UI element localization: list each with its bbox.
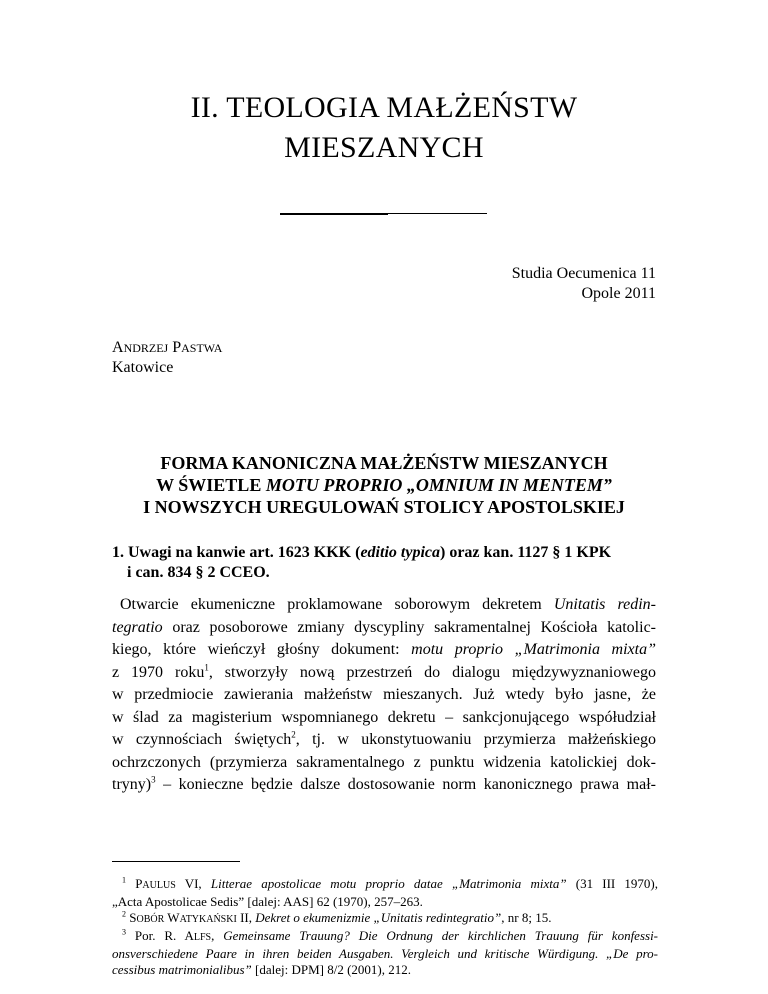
footnote-1-line-2: „Acta Apostolicae Sedis” [dalej: AAS] 62 (1970), 257–263.: [112, 894, 423, 909]
footnote-2-author-suffix: II,: [236, 910, 256, 925]
footnote-3-line-2: [112, 946, 658, 962]
body-line-2-text: oraz posoborowe zmiany dyscypliny sakramentalnej Kościoła katolic-: [162, 618, 656, 636]
footnote-1-tail: (31 III 1970),: [566, 876, 659, 891]
section-heading: [112, 543, 672, 583]
body-line-9-text-b: – konieczne będzie dalsze dostosowanie norm kanonicznego prawa mał-: [155, 776, 656, 793]
title-divider-thick-segment: [280, 213, 388, 215]
footnote-ref-3: 3: [151, 774, 156, 785]
footnote-1-title: Litterae apostolicae motu proprio datae „Matrimonia mixta”: [210, 876, 567, 891]
footnote-3-author-rest: LFS: [193, 932, 212, 943]
article-title-line-3: I NOWSZYCH UREGULOWAŃ STOLICY APOSTOLSKIEJ: [143, 497, 625, 517]
footnote-2-author-rest: OBÓR: [136, 914, 165, 925]
footnote-2-author-rest-2: ATYKAŃSKI: [179, 914, 237, 925]
footnote-3-title-1: Gemeinsame Trauung? Die Ordnung der kirchlichen Trauung für konfessi-: [223, 928, 659, 943]
body-line-3-italic: motu proprio „Matrimonia mixta”: [411, 641, 656, 658]
part-title-line-1: II. TEOLOGIA MAŁŻEŃSTW: [190, 91, 578, 124]
journal-info: [512, 264, 656, 304]
footnote-3-prefix: Por. R.: [134, 928, 185, 943]
footnote-3-line-3: [112, 962, 658, 978]
body-line-3: [112, 639, 656, 662]
body-line-1-italic: Unitatis redin-: [553, 596, 657, 613]
article-title-line-2-plain: W ŚWIETLE: [156, 475, 266, 495]
author-block: [112, 338, 222, 378]
body-line-9-text-a: tryny): [112, 776, 152, 793]
footnote-divider: [112, 861, 240, 862]
body-line-8: ochrzczonych (przymierza sakramentalnego z punktu widzenia katolickiej dok-: [112, 753, 656, 771]
footnote-ref-1: 1: [204, 662, 209, 673]
body-line-9: [112, 774, 656, 797]
section-heading-line-1: [112, 544, 611, 561]
body-paragraph: [112, 594, 656, 797]
footnote-1-line-1: [112, 876, 658, 894]
article-title-line-2: [0, 474, 768, 496]
footnote-2-author-initial-2: W: [164, 910, 180, 925]
body-line-4-text-a: z 1970 roku: [112, 663, 205, 681]
footnote-3-line-1: [112, 928, 658, 946]
author-name: [112, 338, 222, 358]
footnote-3-author-suffix: ,: [211, 928, 224, 943]
footnote-3-number: 3: [122, 927, 126, 937]
footnote-3-title-2: onsverschiedene Paare in ihren beiden Ausgaben. Vergleich und kritische Würdigung. „De pro-: [112, 946, 658, 961]
footnote-1-number: 1: [122, 875, 126, 885]
body-line-7-text-a: w czynnościach świętych: [112, 731, 292, 748]
author-first-rest: NDRZEJ: [123, 341, 169, 355]
body-line-2: [112, 617, 656, 640]
journal-name: Studia Oecumenica 11: [511, 265, 656, 282]
footnote-2: [112, 910, 658, 928]
footnote-2-title: Dekret o ekumenizmie „Unitatis redintegratio”: [255, 910, 502, 925]
article-title-line-2-italic: MOTU PROPRIO „OMNIUM IN MENTEM”: [265, 475, 612, 495]
body-line-6: w ślad za magisterium wspomnianego dekretu – sankcjonującego współudział: [112, 708, 656, 726]
author-city: Katowice: [112, 359, 174, 376]
body-line-1-text: Otwarcie ekumeniczne proklamowane soborowym dekretem: [120, 596, 554, 613]
part-title-line-2: MIESZANYCH: [284, 131, 484, 164]
section-heading-italic: editio typica: [360, 544, 440, 561]
body-line-3-text: kiego, które wieńczył głośny dokument:: [112, 641, 412, 658]
title-divider: [280, 213, 487, 214]
author-last-rest: ASTWA: [181, 341, 223, 355]
footnote-3-tail: [dalej: DPM] 8/2 (2001), 212.: [251, 962, 411, 977]
author-first-initial: A: [112, 339, 124, 356]
footnotes: [112, 876, 658, 978]
body-line-7: [112, 729, 656, 752]
footnote-1-author-suffix: VI,: [175, 876, 211, 891]
section-heading-line-2: i can. 834 § 2 CCEO.: [127, 564, 270, 581]
footnote-2-author-initial: S: [129, 910, 137, 925]
journal-place-year: Opole 2011: [581, 285, 656, 302]
body-line-7-text-b: , tj. w ukonstytuowaniu przymierza małżeńskiego: [295, 731, 656, 748]
footnote-1-author-rest: AULUS: [142, 880, 176, 891]
footnote-3-title-3: cessibus matrimonialibus”: [112, 962, 252, 977]
footnote-2-tail: , nr 8; 15.: [501, 910, 552, 925]
body-line-5: w przedmiocie zawierania małżeństw mieszanych. Już wtedy było jasne, że: [112, 686, 656, 703]
footnote-3-author-initial: A: [184, 928, 194, 943]
body-line-4-text-b: , stworzyły nową przestrzeń do dialogu międzywyznaniowego: [208, 663, 656, 681]
footnote-ref-2: 2: [291, 729, 296, 740]
article-title: [0, 452, 768, 518]
body-line-1: [112, 594, 656, 617]
part-title: [0, 88, 768, 168]
footnote-1-author-initial: P: [135, 876, 143, 891]
section-heading-part-a: 1. Uwagi na kanwie art. 1623 KKK (: [112, 544, 361, 561]
author-last-initial: P: [172, 339, 182, 356]
body-line-4: [112, 662, 656, 685]
section-heading-part-c: ) oraz kan. 1127 § 1 KPK: [439, 544, 612, 561]
article-title-line-1: FORMA KANONICZNA MAŁŻEŃSTW MIESZANYCH: [160, 453, 608, 473]
footnote-2-number: 2: [122, 909, 126, 919]
body-line-2-italic: tegratio: [112, 618, 163, 636]
